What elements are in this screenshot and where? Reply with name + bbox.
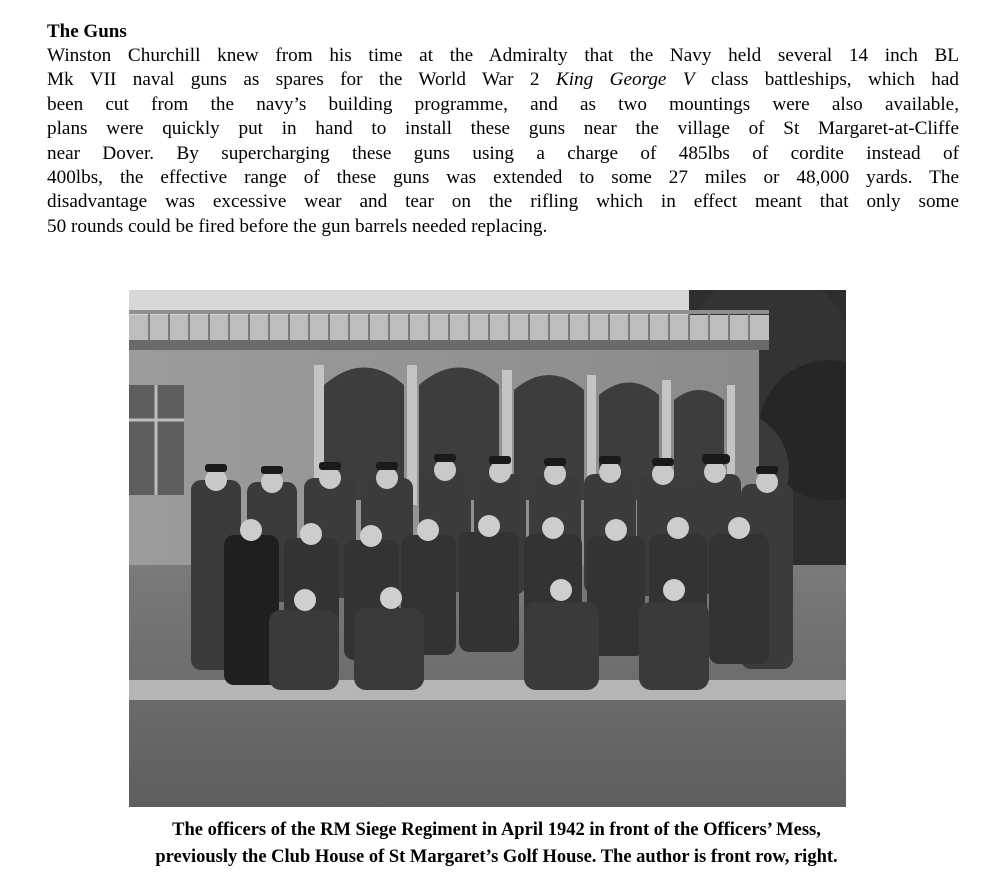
group-photo-image — [129, 290, 846, 807]
body-line-2-start: Mk VII naval guns as spares for the World War 2 — [47, 69, 556, 91]
group-photo — [129, 290, 846, 807]
body-line-2 — [47, 68, 959, 92]
section-heading: The Guns — [47, 21, 127, 42]
body-line-2-end: class battleships, which had — [694, 69, 960, 91]
body-line-1: Winston Churchill knew from his time at the Admiralty that the Navy held several 14 inch BL — [47, 45, 959, 66]
body-line-5: near Dover. By supercharging these guns using a charge of 485lbs of cordite instead of — [47, 142, 959, 164]
balcony-rail — [129, 310, 769, 314]
body-paragraph — [47, 44, 959, 239]
body-line-8: 50 rounds could be fired before the gun barrels needed replacing. — [47, 215, 548, 237]
ship-class-name: King George V — [555, 69, 695, 91]
body-line-7: disadvantage was excessive wear and tear on the rifling which in effect meant that only some — [47, 191, 959, 213]
body-line-4: plans were quickly put in hand to install these guns near the village of St Margaret-at-Cliffe — [47, 118, 959, 140]
body-line-6: 400lbs, the effective range of these guns was extended to some 27 miles or 48,000 yards. The — [47, 167, 959, 189]
body-line-3: been cut from the navy’s building programme, and as two mountings were also available, — [47, 93, 959, 115]
caption-line-1: The officers of the RM Siege Regiment in April 1942 in front of the Officers’ Mess, — [172, 820, 821, 840]
photo-caption — [40, 817, 953, 871]
caption-line-2: previously the Club House of St Margaret’s Golf House. The author is front row, right. — [155, 847, 838, 867]
